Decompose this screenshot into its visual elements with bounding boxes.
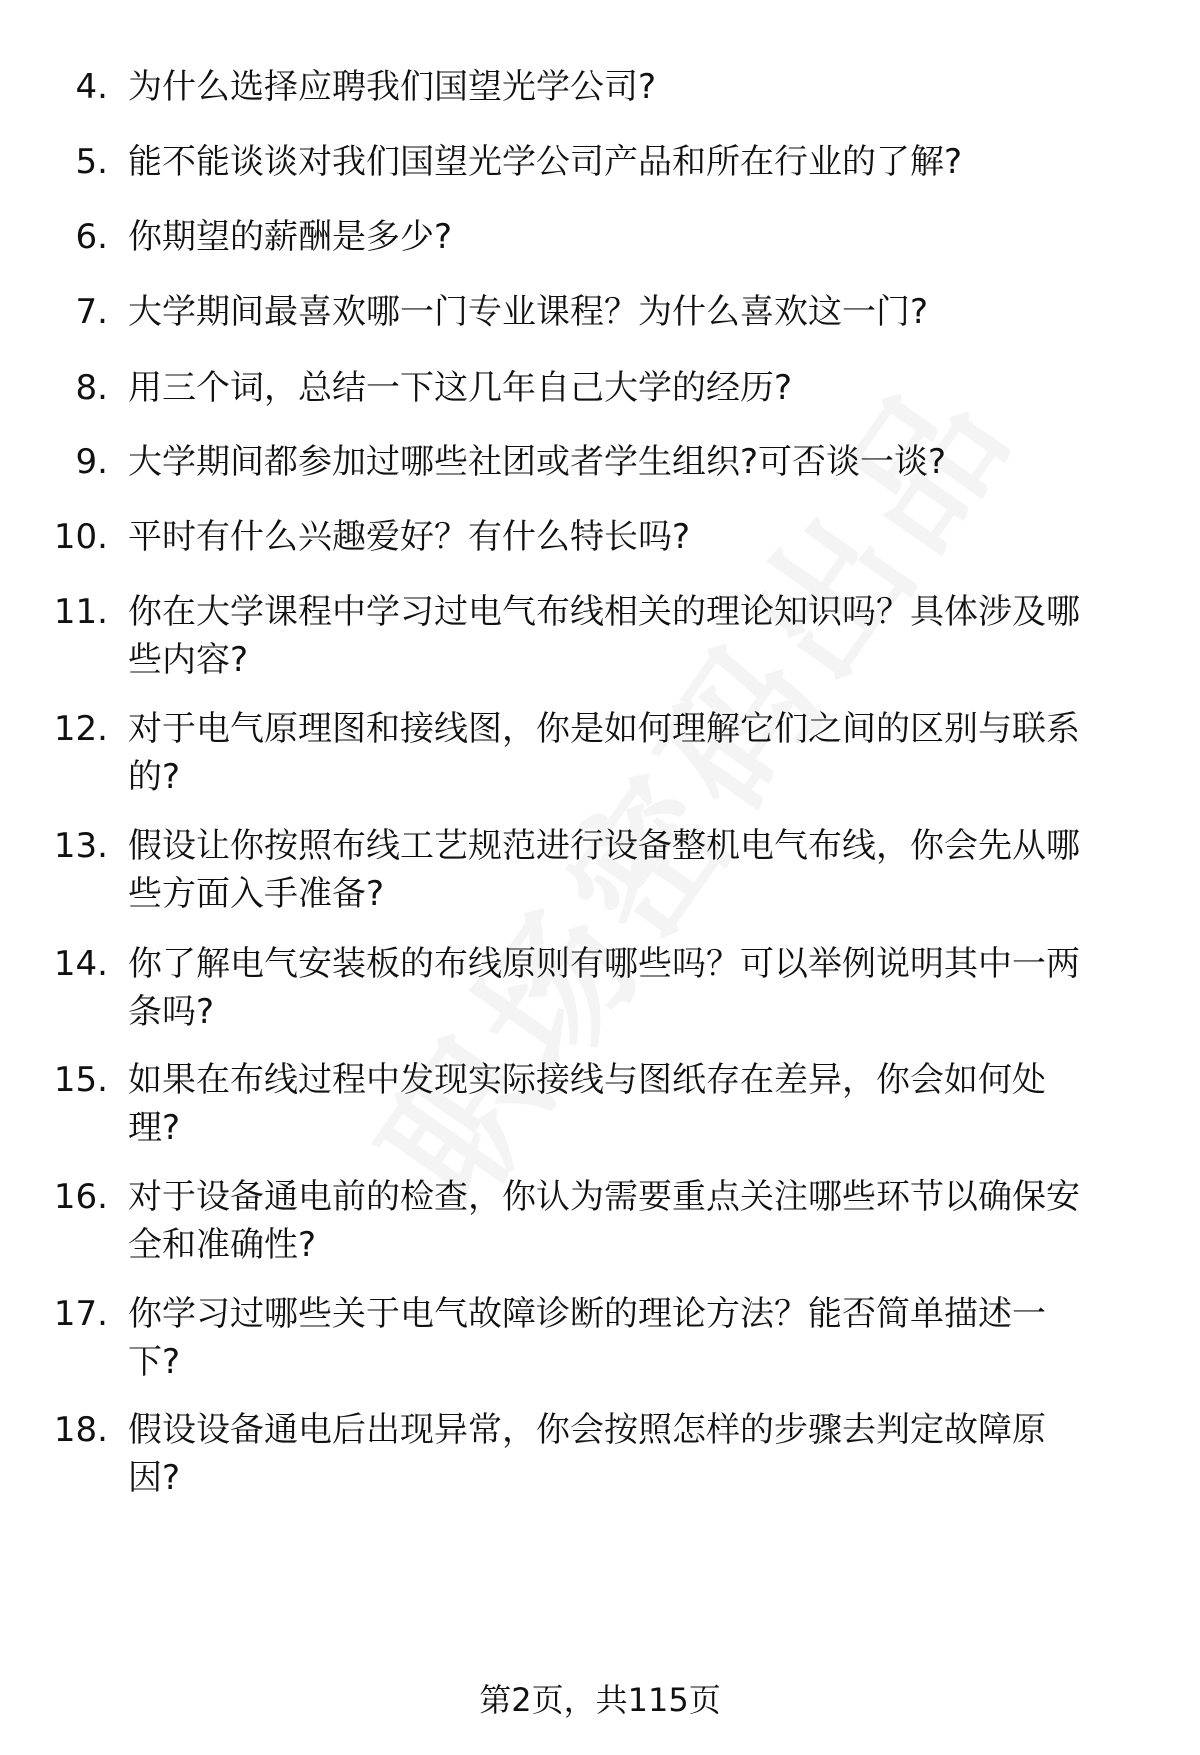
- question-text: 用三个词，总结一下这几年自己大学的经历?: [128, 368, 793, 408]
- page-footer: 第2页，共115页: [479, 1681, 721, 1719]
- question-text: 大学期间最喜欢哪一门专业课程？为什么喜欢这一门?: [128, 292, 929, 332]
- question-text: 对于设备通电前的检查，你认为需要重点关注哪些环节以确保安 全和准确性?: [128, 1177, 1080, 1265]
- question-number: 18.: [53, 1410, 108, 1450]
- question-number: 12.: [53, 709, 108, 749]
- question-number: 16.: [53, 1177, 108, 1217]
- question-text: 你期望的薪酬是多少?: [128, 217, 453, 257]
- question-text: 平时有什么兴趣爱好？有什么特长吗?: [128, 517, 691, 557]
- question-number: 10.: [53, 517, 108, 557]
- question-text: 你学习过哪些关于电气故障诊断的理论方法？能否简单描述一 下?: [128, 1294, 1046, 1382]
- question-number: 4.: [75, 67, 108, 107]
- question-number: 8.: [75, 368, 108, 408]
- question-text: 假设让你按照布线工艺规范进行设备整机电气布线，你会先从哪 些方面入手准备?: [128, 826, 1080, 914]
- question-number: 15.: [53, 1060, 108, 1100]
- question-number: 14.: [53, 944, 108, 984]
- question-number: 6.: [75, 217, 108, 257]
- question-number: 7.: [75, 292, 108, 332]
- question-number: 17.: [53, 1294, 108, 1334]
- question-text: 为什么选择应聘我们国望光学公司?: [128, 67, 657, 107]
- question-text: 你了解电气安装板的布线原则有哪些吗？可以举例说明其中一两 条吗?: [128, 944, 1080, 1032]
- question-text: 你在大学课程中学习过电气布线相关的理论知识吗？具体涉及哪 些内容?: [128, 592, 1080, 680]
- question-text: 能不能谈谈对我们国望光学公司产品和所在行业的了解?: [128, 142, 963, 182]
- question-text: 大学期间都参加过哪些社团或者学生组织?可否谈一谈?: [128, 442, 947, 482]
- question-number: 9.: [75, 442, 108, 482]
- question-text: 假设设备通电后出现异常，你会按照怎样的步骤去判定故障原 因?: [128, 1410, 1046, 1498]
- question-text: 对于电气原理图和接线图，你是如何理解它们之间的区别与联系 的?: [128, 709, 1080, 797]
- question-text: 如果在布线过程中发现实际接线与图纸存在差异，你会如何处 理?: [128, 1060, 1046, 1148]
- question-number: 11.: [53, 592, 108, 632]
- question-number: 13.: [53, 826, 108, 866]
- question-number: 5.: [75, 142, 108, 182]
